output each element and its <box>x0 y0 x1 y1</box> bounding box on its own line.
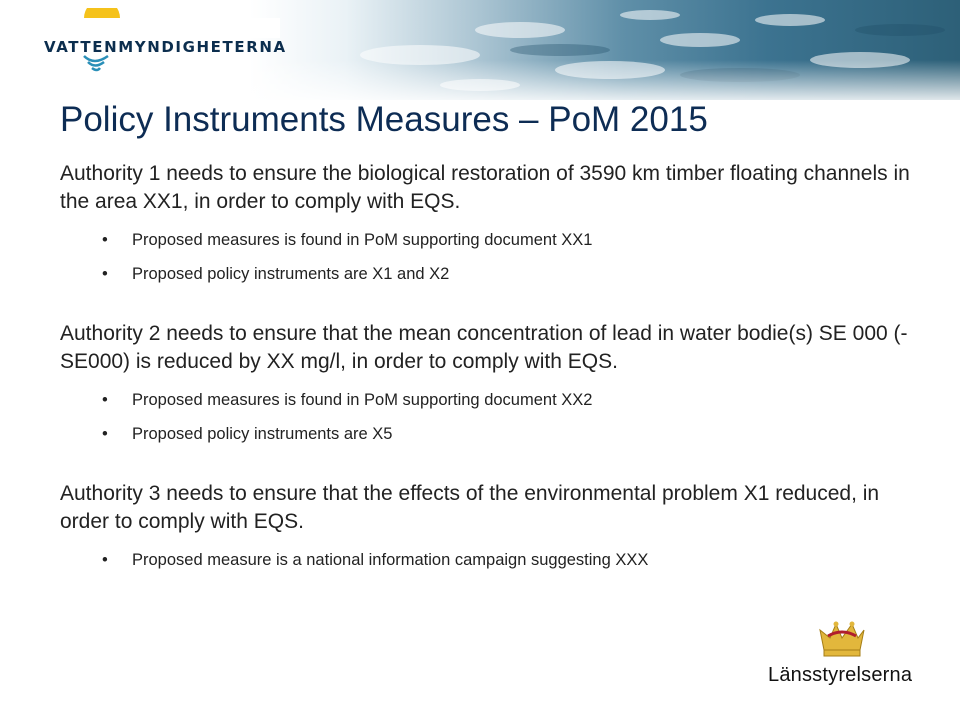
authority-1-bullets <box>60 230 930 284</box>
list-item: • Proposed measure is a national information campaign suggesting XXX <box>102 551 649 569</box>
bullet-icon: • <box>102 551 108 569</box>
list-item: • Proposed measures is found in PoM supporting document XX1 <box>102 231 593 249</box>
authority-1-paragraph: Authority 1 needs to ensure the biological restoration of 3590 km timber floating channels in the area XX1, in order to comply with EQS. <box>60 162 910 213</box>
logo-wordmark: VATTENMYNDIGHETERNA <box>44 38 287 56</box>
list-item: • Proposed measures is found in PoM supporting document XX2 <box>102 391 593 409</box>
lansstyrelserna-wordmark: Länsstyrelserna <box>768 664 913 686</box>
bullet-icon: • <box>102 231 108 249</box>
authority-3-bullets <box>60 550 930 570</box>
bullet-icon: • <box>102 425 108 443</box>
list-item: • Proposed policy instruments are X1 and X2 <box>102 265 450 283</box>
slide-title: Policy Instruments Measures – PoM 2015 <box>60 100 708 139</box>
bullet-icon: • <box>102 391 108 409</box>
authority-3-paragraph: Authority 3 needs to ensure that the effects of the environmental problem X1 reduced, in order to comply with EQS. <box>60 482 880 533</box>
slide-body <box>60 160 930 570</box>
authority-2-bullets <box>60 390 930 444</box>
list-item: • Proposed policy instruments are X5 <box>102 425 393 443</box>
bullet-icon: • <box>102 265 108 283</box>
authority-2-paragraph: Authority 2 needs to ensure that the mean concentration of lead in water bodie(s) SE 000 (- SE000) is reduced by XX mg/l, in order to comply with EQS. <box>60 322 908 373</box>
